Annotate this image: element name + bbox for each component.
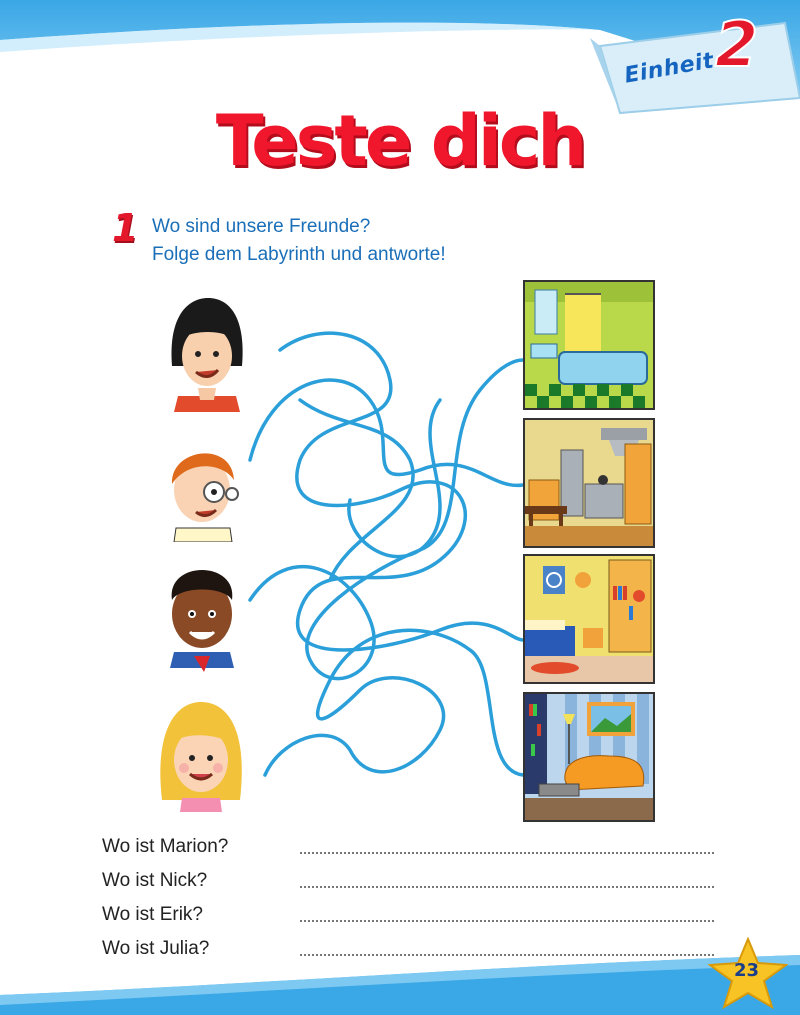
question-text: Wo ist Nick? <box>102 870 208 891</box>
question-row-nick <box>102 870 722 900</box>
question-text: Wo ist Erik? <box>102 904 204 925</box>
room-bedroom <box>523 554 655 684</box>
instruction-line-1: Wo sind unsere Freunde? <box>152 216 371 237</box>
unit-label: Einheit <box>622 48 716 89</box>
answer-line[interactable] <box>300 920 714 922</box>
task-number: 1 <box>112 206 139 250</box>
maze-path-2 <box>250 380 523 485</box>
question-text: Wo ist Marion? <box>102 836 229 857</box>
room-kitchen <box>523 418 655 548</box>
maze-lines <box>240 320 530 800</box>
room-bathroom <box>523 280 655 410</box>
boy-with-glasses-face <box>162 432 244 542</box>
question-text: Wo ist Julia? <box>102 938 210 959</box>
answer-line[interactable] <box>300 886 714 888</box>
answer-line[interactable] <box>300 852 714 854</box>
girl-dark-hair-face <box>168 296 246 412</box>
room-living-room <box>523 692 655 822</box>
boy-curly-hair-face <box>160 556 244 672</box>
page-number: 23 <box>734 960 760 981</box>
instruction-line-2: Folge dem Labyrinth und antworte! <box>152 244 446 265</box>
maze-path-4 <box>265 630 523 775</box>
question-row-erik <box>102 904 722 934</box>
unit-number: 2 <box>715 8 759 81</box>
footer-background <box>0 955 800 1015</box>
girl-blonde-face <box>156 700 246 812</box>
page-title: Teste dich <box>215 100 585 182</box>
question-row-marion <box>102 836 722 866</box>
